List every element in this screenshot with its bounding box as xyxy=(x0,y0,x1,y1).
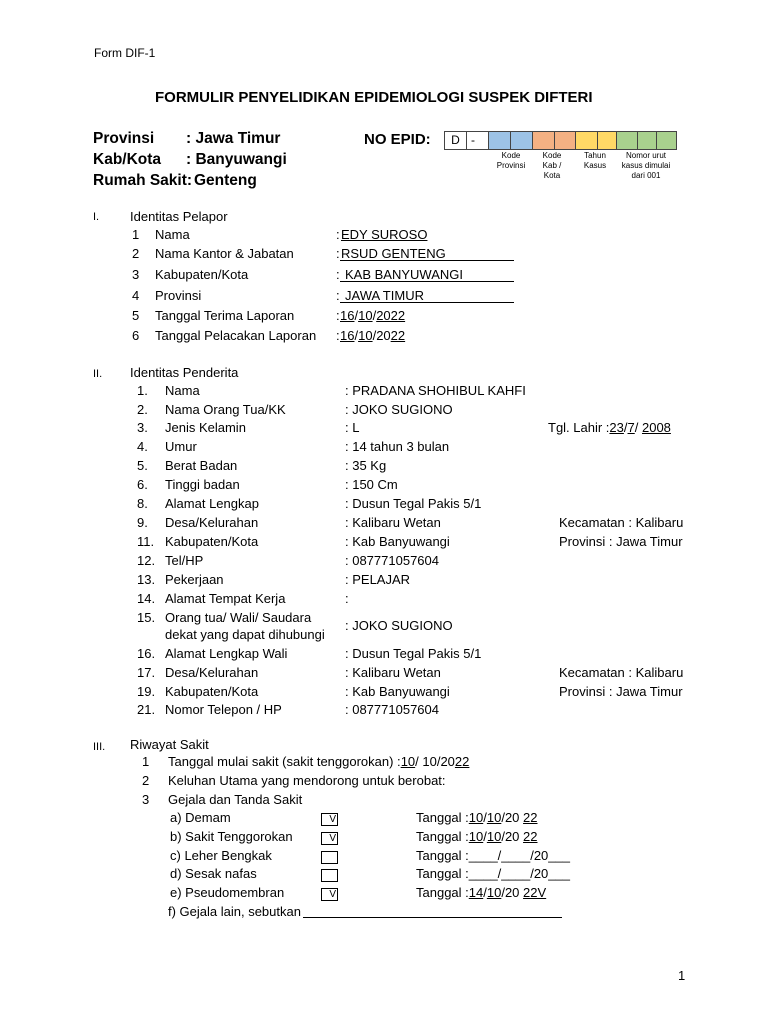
penderita-row-label: Tel/HP xyxy=(165,553,204,568)
penderita-row-label: Orang tua/ Wali/ Saudara xyxy=(165,610,312,625)
section-3-number: III. xyxy=(93,741,106,753)
epid-box-provinsi-1[interactable] xyxy=(488,131,511,150)
date-month: 10 xyxy=(486,829,502,844)
penderita-row-label: Desa/Kelurahan xyxy=(165,515,259,530)
date-year-suffix: 22V xyxy=(523,885,547,900)
penderita-row-label: Berat Badan xyxy=(165,458,238,473)
epid-box-provinsi-2[interactable] xyxy=(510,131,533,150)
code-label-kab: Kode Kab / Kota xyxy=(542,151,562,180)
penderita-row-value[interactable]: : Dusun Tegal Pakis 5/1 xyxy=(345,646,482,661)
penderita-row-value[interactable]: : xyxy=(345,591,349,606)
date-month: 10 xyxy=(486,885,502,900)
gejala-label: d) Sesak nafas xyxy=(170,866,257,881)
gejala-lain-line[interactable] xyxy=(303,917,562,918)
penderita-row-label-2: dekat yang dapat dihubungi xyxy=(165,627,325,642)
tanggal-label: Tanggal : xyxy=(416,885,469,900)
date-sep: / xyxy=(354,328,359,343)
gejala-date[interactable] xyxy=(416,866,570,881)
gejala-checkbox[interactable] xyxy=(321,851,338,864)
tanggal-label: Tanggal : xyxy=(416,866,469,881)
pelapor-row-date[interactable] xyxy=(340,308,405,323)
epid-box-kab-2[interactable] xyxy=(554,131,576,150)
gejala-checkbox[interactable]: V xyxy=(321,888,338,901)
provinsi-value: : Jawa Timur xyxy=(186,130,281,147)
date-blank: ____/____/20___ xyxy=(468,866,570,881)
penderita-row-label: Desa/Kelurahan xyxy=(165,665,259,680)
penderita-row-label: Jenis Kelamin xyxy=(165,420,246,435)
pelapor-row-value[interactable]: EDY SUROSO xyxy=(341,227,428,242)
gejala-checkbox[interactable] xyxy=(321,869,338,882)
pelapor-row-underline xyxy=(340,281,514,282)
pelapor-row-colon: : xyxy=(336,288,340,303)
tgl-lahir: Tgl. Lahir :23/7/ 2008 xyxy=(548,420,671,435)
penderita-row-value[interactable]: : Kab Banyuwangi xyxy=(345,684,450,699)
riwayat-row-1-number: 1 xyxy=(142,754,150,769)
provinsi-label: Provinsi xyxy=(93,130,155,147)
date-sep: / xyxy=(372,308,377,323)
penderita-row-number: 13. xyxy=(137,572,156,587)
penderita-row-value[interactable]: : JOKO SUGIONO xyxy=(345,402,453,417)
penderita-row-number: 12. xyxy=(137,553,156,568)
penderita-row-label: Kabupaten/Kota xyxy=(165,534,259,549)
gejala-checkbox[interactable]: V xyxy=(321,813,338,826)
pelapor-row-colon: : xyxy=(336,328,340,343)
gejala-label: Gejala dan Tanda Sakit xyxy=(168,792,303,807)
gejala-label: a) Demam xyxy=(170,810,231,825)
kab-value: : Banyuwangi xyxy=(186,151,287,168)
code-label-provinsi: Kode Provinsi xyxy=(496,151,526,170)
gejala-label: c) Leher Bengkak xyxy=(170,848,272,863)
pelapor-row-number: 6 xyxy=(132,328,140,343)
pelapor-row-colon: : xyxy=(336,246,340,261)
tanggal-mulai-sakit-rest[interactable]: / 10/20 xyxy=(415,754,455,769)
penderita-row-label: Nama Orang Tua/KK xyxy=(165,402,286,417)
kecamatan-wali: Kecamatan : Kalibaru xyxy=(559,665,684,680)
penderita-row-label: Tinggi badan xyxy=(165,477,240,492)
penderita-row-value[interactable]: : 150 Cm xyxy=(345,477,398,492)
date-blank: ____/____/20___ xyxy=(468,848,570,863)
penderita-row-label: Alamat Tempat Kerja xyxy=(165,591,286,606)
section-3-title: Riwayat Sakit xyxy=(130,737,209,752)
pelapor-row-number: 2 xyxy=(132,246,140,261)
tanggal-label: Tanggal : xyxy=(416,829,469,844)
gejala-lain-label: f) Gejala lain, sebutkan xyxy=(168,904,301,919)
penderita-row-number: 14. xyxy=(137,591,156,606)
penderita-row-number: 8. xyxy=(137,496,148,511)
gejala-date[interactable]: Tanggal :10/10/20 22 xyxy=(416,829,538,844)
page-number: 1 xyxy=(678,968,686,983)
pelapor-row-label: Tanggal Terima Laporan xyxy=(155,308,295,323)
riwayat-row-2-number: 2 xyxy=(142,773,150,788)
penderita-row-value[interactable]: : Kalibaru Wetan xyxy=(345,665,441,680)
penderita-row-number: 5. xyxy=(137,458,148,473)
epid-box-dash[interactable]: - xyxy=(466,131,489,150)
date-month: 10 xyxy=(358,328,373,343)
date-year-suffix: 22 xyxy=(523,810,538,825)
penderita-row-value[interactable]: : Kab Banyuwangi xyxy=(345,534,450,549)
penderita-row-number: 2. xyxy=(137,402,148,417)
penderita-row-value[interactable]: : Dusun Tegal Pakis 5/1 xyxy=(345,496,482,511)
penderita-row-number: 1. xyxy=(137,383,148,398)
pelapor-row-number: 1 xyxy=(132,227,140,242)
date-year-prefix: 20 xyxy=(504,810,520,825)
date-year: 2022 xyxy=(376,308,406,323)
gejala-checkbox[interactable]: V xyxy=(321,832,338,845)
epid-box-nomor-3[interactable] xyxy=(656,131,677,150)
pelapor-row-label: Nama xyxy=(155,227,190,242)
epid-box-d[interactable]: D xyxy=(444,131,467,150)
penderita-row-number: 3. xyxy=(137,420,148,435)
tgl-lahir-day[interactable]: 23 xyxy=(609,420,624,435)
pelapor-row-date[interactable] xyxy=(340,328,405,343)
pelapor-row-number: 5 xyxy=(132,308,140,323)
penderita-row-number: 4. xyxy=(137,439,148,454)
penderita-row-value[interactable]: : 14 tahun 3 bulan xyxy=(345,439,450,454)
pelapor-row-label: Nama Kantor & Jabatan xyxy=(155,246,294,261)
tgl-lahir-year[interactable]: 2008 xyxy=(641,420,671,435)
rs-value: Genteng xyxy=(194,172,257,189)
pelapor-row-label: Provinsi xyxy=(155,288,202,303)
penderita-row-value[interactable]: : Kalibaru Wetan xyxy=(345,515,441,530)
pelapor-row-underline xyxy=(340,260,514,261)
no-epid-label: NO EPID: xyxy=(364,131,431,148)
penderita-row-number: 16. xyxy=(137,646,156,661)
epid-box-tahun-2[interactable] xyxy=(597,131,617,150)
date-year-prefix: 20 xyxy=(504,885,520,900)
penderita-row-number: 15. xyxy=(137,610,156,625)
code-label-nomor: Nomor urut kasus dimulai dari 001 xyxy=(621,151,671,180)
penderita-row-value[interactable]: : PRADANA SHOHIBUL KAHFI xyxy=(345,383,526,398)
epid-box-nomor-1[interactable] xyxy=(616,131,638,150)
pelapor-row-underline xyxy=(340,302,514,303)
tanggal-label: Tanggal : xyxy=(416,848,469,863)
epid-box-nomor-2[interactable] xyxy=(637,131,657,150)
form-code: Form DIF-1 xyxy=(94,46,156,60)
page-title: FORMULIR PENYELIDIKAN EPIDEMIOLOGI SUSPEK DIFTERI xyxy=(155,89,593,106)
date-sep: / xyxy=(372,328,377,343)
penderita-row-value[interactable]: : JOKO SUGIONO xyxy=(345,618,453,633)
riwayat-row-3-number: 3 xyxy=(142,792,150,807)
penderita-row-value[interactable]: : 087771057604 xyxy=(345,702,439,717)
gejala-date[interactable] xyxy=(416,848,570,863)
penderita-row-value[interactable]: : 087771057604 xyxy=(345,553,439,568)
penderita-row-label: Nama xyxy=(165,383,200,398)
penderita-row-label: Pekerjaan xyxy=(165,572,224,587)
pelapor-row-colon: : xyxy=(336,308,340,323)
section-2-number: II. xyxy=(93,368,103,380)
penderita-row-value[interactable]: : L xyxy=(345,420,360,435)
penderita-row-number: 19. xyxy=(137,684,156,699)
section-2-title: Identitas Penderita xyxy=(130,365,239,380)
penderita-row-value[interactable]: : PELAJAR xyxy=(345,572,411,587)
tanggal-mulai-sakit-label: Tanggal mulai sakit (sakit tenggorokan) : xyxy=(168,754,401,769)
pelapor-row-label: Tanggal Pelacakan Laporan xyxy=(155,328,317,343)
pelapor-row-number: 3 xyxy=(132,267,140,282)
pelapor-row-colon: : xyxy=(336,227,340,242)
gejala-label: b) Sakit Tenggorokan xyxy=(170,829,293,844)
date-month: 10 xyxy=(358,308,373,323)
pelapor-row-colon: : xyxy=(336,267,340,282)
tgl-lahir-label: Tgl. Lahir : xyxy=(548,420,610,435)
pelapor-row-value[interactable]: JAWA TIMUR xyxy=(345,288,424,303)
provinsi-wali: Provinsi : Jawa Timur xyxy=(559,684,683,699)
date-day: 16 xyxy=(340,308,355,323)
gejala-label: e) Pseudomembran xyxy=(170,885,285,900)
penderita-row-number: 17. xyxy=(137,665,156,680)
date-month: 10 xyxy=(486,810,502,825)
pelapor-row-number: 4 xyxy=(132,288,140,303)
penderita-row-label: Alamat Lengkap xyxy=(165,496,259,511)
penderita-row-label: Nomor Telepon / HP xyxy=(165,702,282,717)
kecamatan-penderita: Kecamatan : Kalibaru xyxy=(559,515,684,530)
gejala-date[interactable]: Tanggal :14/10/20 22V xyxy=(416,885,547,900)
pelapor-row-value[interactable]: KAB BANYUWANGI xyxy=(345,267,463,282)
penderita-row-number: 9. xyxy=(137,515,148,530)
date-year-suffix: 22 xyxy=(390,328,406,343)
kab-label: Kab/Kota xyxy=(93,151,162,168)
gejala-date[interactable]: Tanggal :10/10/20 22 xyxy=(416,810,538,825)
date-year-suffix: 22 xyxy=(523,829,538,844)
penderita-row-label: Kabupaten/Kota xyxy=(165,684,259,699)
keluhan-utama-label: Keluhan Utama yang mendorong untuk berobat: xyxy=(168,773,446,788)
penderita-row-number: 6. xyxy=(137,477,148,492)
tanggal-mulai-sakit-day[interactable]: 10 xyxy=(400,754,416,769)
epid-box-kab-1[interactable] xyxy=(532,131,555,150)
date-day: 10 xyxy=(468,829,484,844)
date-year-prefix: 20 xyxy=(376,328,391,343)
penderita-row-value[interactable]: : 35 Kg xyxy=(345,458,387,473)
penderita-row-label: Umur xyxy=(165,439,197,454)
tgl-lahir-month[interactable]: 7 xyxy=(627,420,635,435)
penderita-row-label: Alamat Lengkap Wali xyxy=(165,646,288,661)
date-day: 16 xyxy=(340,328,355,343)
section-1-number: I. xyxy=(93,211,100,223)
rs-label: Rumah Sakit: xyxy=(93,172,193,189)
code-label-tahun: Tahun Kasus xyxy=(583,151,607,170)
penderita-row-number: 21. xyxy=(137,702,156,717)
date-day: 10 xyxy=(468,810,484,825)
section-1-title: Identitas Pelapor xyxy=(130,209,228,224)
date-sep: / xyxy=(354,308,359,323)
epid-box-tahun-1[interactable] xyxy=(575,131,598,150)
pelapor-row-label: Kabupaten/Kota xyxy=(155,267,249,282)
penderita-row-number: 11. xyxy=(137,534,155,549)
date-day: 14 xyxy=(468,885,484,900)
provinsi-penderita: Provinsi : Jawa Timur xyxy=(559,534,683,549)
tanggal-label: Tanggal : xyxy=(416,810,469,825)
pelapor-row-value[interactable]: RSUD GENTENG xyxy=(341,246,446,261)
date-year-prefix: 20 xyxy=(504,829,520,844)
tanggal-mulai-sakit-year[interactable]: 22 xyxy=(454,754,470,769)
riwayat-row-1 xyxy=(168,754,469,769)
